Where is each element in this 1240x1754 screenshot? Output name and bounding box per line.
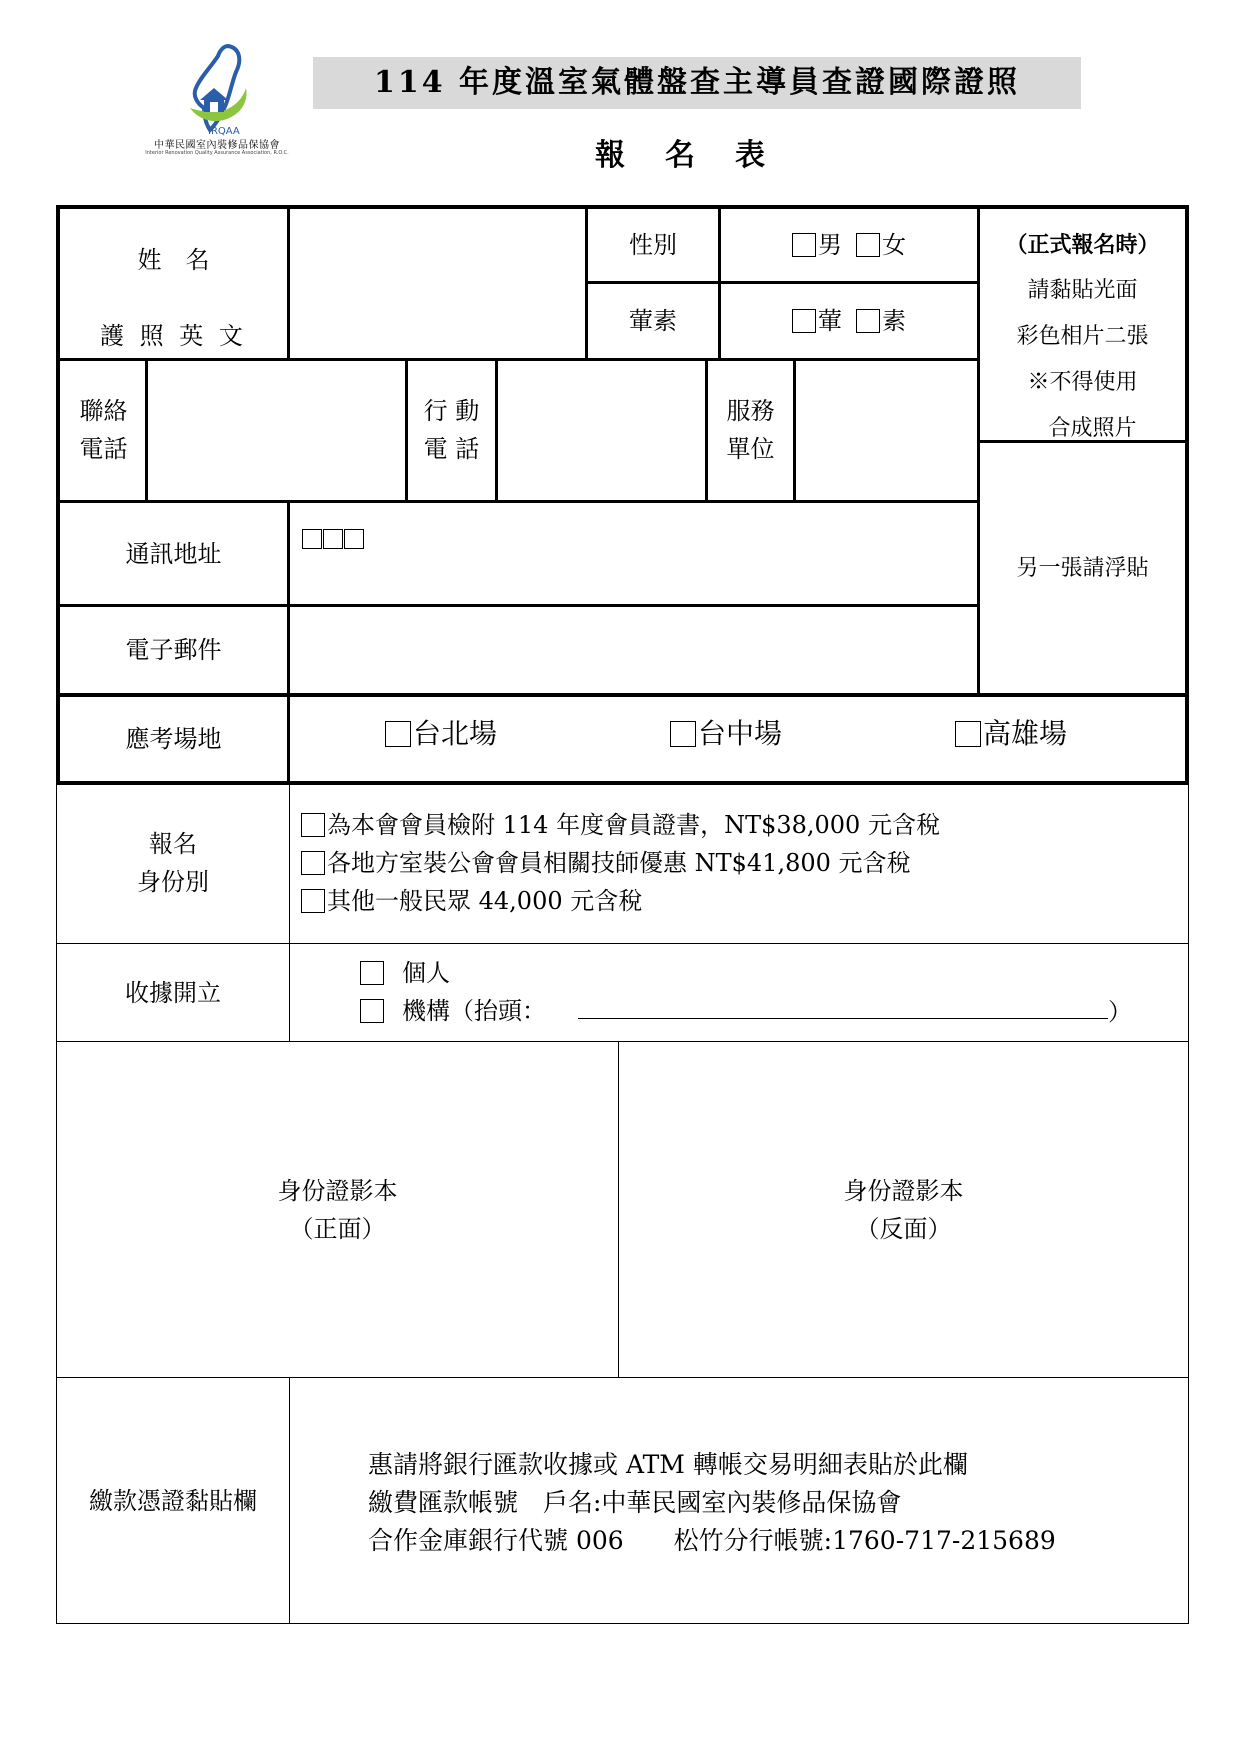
- identity-label: 報名 身份別: [137, 830, 209, 896]
- mobile-label: 行 動 電 話: [423, 397, 480, 463]
- venue-taipei-checkbox[interactable]: 台北場: [385, 712, 497, 752]
- photo-note-line5: 合成照片: [1048, 416, 1137, 441]
- table-divider: [289, 1377, 290, 1624]
- association-logo: [142, 38, 292, 158]
- phone-input[interactable]: [148, 361, 405, 500]
- photo-note-line4: ※不得使用: [1027, 370, 1138, 395]
- receipt-personal-checkbox[interactable]: 個人: [360, 954, 546, 992]
- work-unit-input[interactable]: [796, 361, 977, 500]
- org-name-en: Interior Renovation Quality Assurance Association, R.O.C.: [145, 150, 289, 156]
- id-front-area[interactable]: [57, 1172, 618, 1248]
- table-divider: [56, 781, 1189, 785]
- payment-instructions[interactable]: [368, 1446, 1056, 1560]
- address-input[interactable]: [290, 503, 977, 604]
- table-divider: [56, 1041, 1189, 1042]
- photo-area[interactable]: [980, 222, 1185, 452]
- email-label: 電子郵件: [125, 636, 222, 664]
- diet-options: [721, 284, 977, 358]
- payment-line-1: 惠請將銀行匯款收據或 ATM 轉帳交易明細表貼於此欄: [368, 1450, 968, 1479]
- id-back-sub: （反面）: [855, 1215, 952, 1243]
- phone-label: 聯絡 電話: [79, 397, 128, 463]
- gender-options: [721, 209, 977, 281]
- receipt-options: [360, 954, 546, 1030]
- diet-veg-checkbox[interactable]: 素: [856, 303, 906, 339]
- identity-member-checkbox[interactable]: 為本會會員檢附 114 年度會員證書，NT$38,000 元含稅: [301, 806, 940, 844]
- table-divider: [289, 781, 290, 1041]
- form-subtitle: 報名表: [595, 138, 805, 173]
- receipt-close-paren: ）: [1108, 998, 1132, 1026]
- payment-line-2: 繳費匯款帳號 戶名:中華民國室內裝修品保協會: [368, 1488, 902, 1517]
- receipt-org-checkbox[interactable]: 機構（抬頭：: [360, 992, 546, 1030]
- taiwan-house-logo-icon: [170, 38, 260, 138]
- id-back-label: 身份證影本: [843, 1177, 964, 1205]
- receipt-label: 收據開立: [125, 978, 221, 1007]
- venue-label: 應考場地: [125, 725, 222, 753]
- venue-taichung-checkbox[interactable]: 台中場: [670, 712, 782, 752]
- postal-code-boxes[interactable]: [302, 529, 365, 550]
- table-border: [1185, 205, 1189, 785]
- email-input[interactable]: [290, 607, 977, 693]
- identity-options: [301, 806, 940, 920]
- photo-note-line1: （正式報名時）: [1005, 232, 1160, 258]
- id-front-label: 身份證影本: [277, 1177, 398, 1205]
- mobile-input[interactable]: [498, 361, 705, 500]
- receipt-title-line[interactable]: [578, 1018, 1108, 1019]
- gender-male-checkbox[interactable]: 男: [792, 227, 842, 263]
- photo-note-float: 另一張請浮貼: [1016, 555, 1149, 581]
- identity-union-checkbox[interactable]: 各地方室裝公會會員相關技師優惠 NT$41,800 元含稅: [301, 844, 940, 882]
- payment-line-3: 合作金庫銀行代號 006 松竹分行帳號:1760-717-215689: [368, 1526, 1056, 1555]
- photo-note-line3: 彩色相片二張: [1016, 324, 1149, 349]
- table-border: [1188, 781, 1189, 1624]
- work-unit-label: 服務 單位: [726, 397, 775, 463]
- photo-note-line2: 請黏貼光面: [1027, 278, 1138, 303]
- id-front-sub: （正面）: [289, 1215, 386, 1243]
- diet-meat-checkbox[interactable]: 葷: [792, 303, 842, 339]
- address-label: 通訊地址: [125, 539, 222, 568]
- passport-label: 護 照 英 文: [100, 322, 247, 350]
- gender-female-checkbox[interactable]: 女: [856, 227, 906, 263]
- diet-label: 葷素: [629, 307, 677, 335]
- gender-label: 性別: [629, 231, 677, 259]
- payment-label: 繳款憑證黏貼欄: [89, 1486, 257, 1515]
- name-label: 姓 名: [137, 246, 210, 274]
- table-border: [56, 1623, 1189, 1624]
- page-title: 114 年度溫室氣體盤查主導員查證國際證照: [313, 57, 1081, 109]
- venue-kaohsiung-checkbox[interactable]: 高雄場: [955, 712, 1067, 752]
- id-back-area[interactable]: [619, 1172, 1188, 1248]
- logo-text: IRQAA: [208, 126, 240, 137]
- name-input[interactable]: [290, 209, 585, 358]
- identity-general-checkbox[interactable]: 其他一般民眾 44,000 元含稅: [301, 882, 940, 920]
- org-name-zh: 中華民國室內裝修品保協會: [154, 140, 280, 151]
